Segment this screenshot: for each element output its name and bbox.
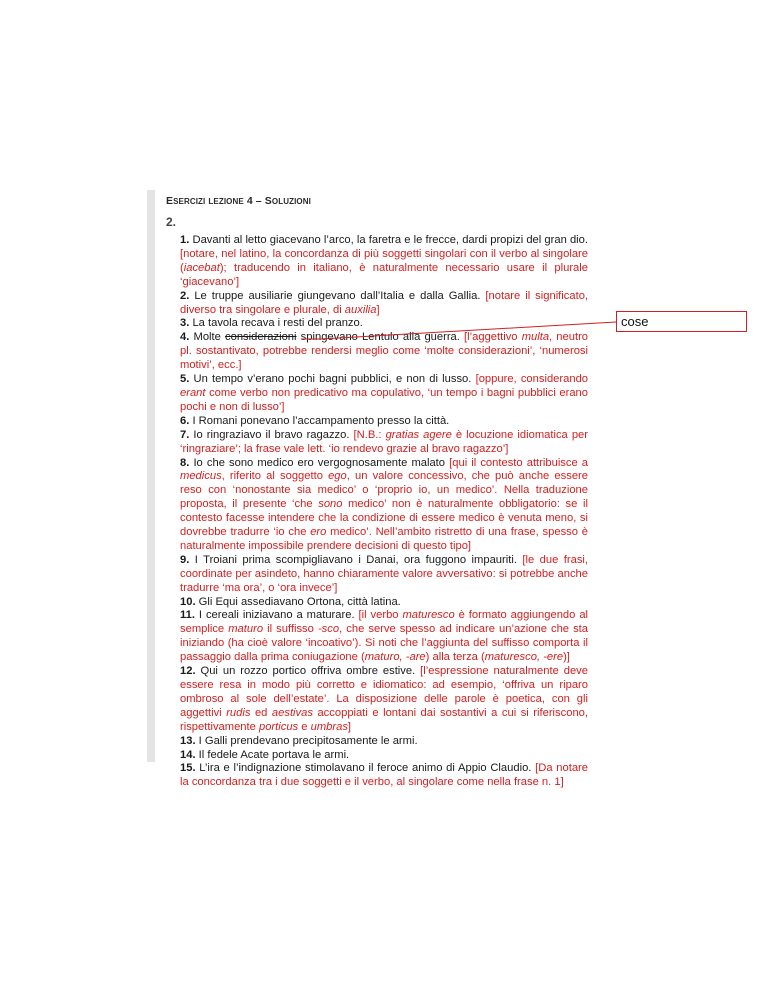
list-item: 5. Un tempo v’erano pochi bagni pubblici, e non di lusso. [oppure, considerando erant come verbo non predicativo ma copulativo, ‘un tempo i bagni pubblici erano pochi e non di lusso’] xyxy=(180,373,589,413)
list-item: 14. Il fedele Acate portava le armi. xyxy=(180,748,350,761)
list-item: 15. L’ira e l’indignazione stimolavano il feroce animo di Appio Claudio. [Da notare la concordanza tra i due soggetti e il verbo, al singolare come nella frase n. 1] xyxy=(180,762,589,789)
list-item: 10. Gli Equi assediavano Ortona, città latina. xyxy=(180,595,401,608)
annotation-text: cose xyxy=(621,314,649,329)
exercise-number: 2. xyxy=(166,215,177,229)
list-item: 3. La tavola recava i resti del pranzo. xyxy=(180,317,363,330)
list-item: 11. I cereali iniziavano a maturare. [il verbo maturesco è formato aggiungendo al semplice maturo il suffisso -sco, che serve spesso ad indicare un’azione che sta iniziando (ha cioè valore ‘incoativo’). Si noti che l’aggiunta del suffisso comporta il passaggio dalla prima coniugazione (maturo, -are) alla terza (maturesco, -ere)] xyxy=(180,609,589,664)
solutions-list xyxy=(180,234,588,790)
list-item: 4. Molte considerazioni spingevano Lentulo alla guerra. [l’aggettivo multa, neutro pl. sostantivato, potrebbe rendersi meglio come ‘molte considerazioni’, ‘numerosi motivi’, ecc.] xyxy=(180,331,589,372)
list-item: 12. Qui un rozzo portico offriva ombre estive. [l’espressione naturalmente deve essere resa in modo più corretto e idiomatico: ad esempio, ‘offriva un riparo ombroso al sole dell’estate’. La disposizione delle parole è poetica, con gli aggettivi rudis ed aestivas accoppiati e lontani dai sostantivi a cui si riferiscono, rispettivamente porticus e umbras] xyxy=(180,665,588,733)
list-item: 6. I Romani ponevano l’accampamento presso la città. xyxy=(180,414,450,427)
annotation-comment-box[interactable] xyxy=(616,311,747,332)
list-item: 13. I Galli prendevano precipitosamente le armi. xyxy=(180,734,418,747)
struck-word: considerazioni xyxy=(225,331,297,344)
section-heading: ESERCIZI LEZIONE 4 – SOLUZIONI xyxy=(166,195,311,207)
margin-bar xyxy=(147,190,155,762)
list-item: 1. Davanti al letto giacevano l’arco, la faretra e le frecce, dardi propizi del gran dio. [notare, nel latino, la concordanza di più soggetti singolari con il verbo al singolare (iacebat); traducendo in italiano, è naturalmente necessario usare il plurale ‘giacevano’] xyxy=(180,234,588,288)
list-item: 7. Io ringraziavo il bravo ragazzo. [N.B.: gratias agere è locuzione idiomatica per ‘ringraziare’; la frase vale lett. ‘io rendevo grazie al bravo ragazzo’] xyxy=(180,428,588,455)
list-item: 2. Le truppe ausiliarie giungevano dall’Italia e dalla Gallia. [notare il significato, diverso tra singolare e plurale, di auxilia] xyxy=(180,289,589,316)
list-item: 9. I Troiani prima scompigliavano i Danai, ora fuggono impauriti. [le due frasi, coordinate per asindeto, hanno chiaramente valore avversativo: si potrebbe anche tradurre ‘ma ora’, o ‘ora invece’] xyxy=(180,553,589,594)
list-item: 8. Io che sono medico ero vergognosamente malato [qui il contesto attribuisce a medicus, riferito al soggetto ego, un valore concessivo, che può anche essere reso con ‘nonostante sia medico’ o ‘proprio io, un medico’. Nella traduzione proposta, il presente ‘che sono medico’ non è naturalmente obbligatorio: se il contesto facesse intendere che la condizione di essere medico è venuta meno, si dovrebbe tradurre ‘io che ero medico’. Nell’ambito ristretto di una frase, spesso è naturalmente impossibile prendere decisioni di questo tipo] xyxy=(180,456,589,552)
